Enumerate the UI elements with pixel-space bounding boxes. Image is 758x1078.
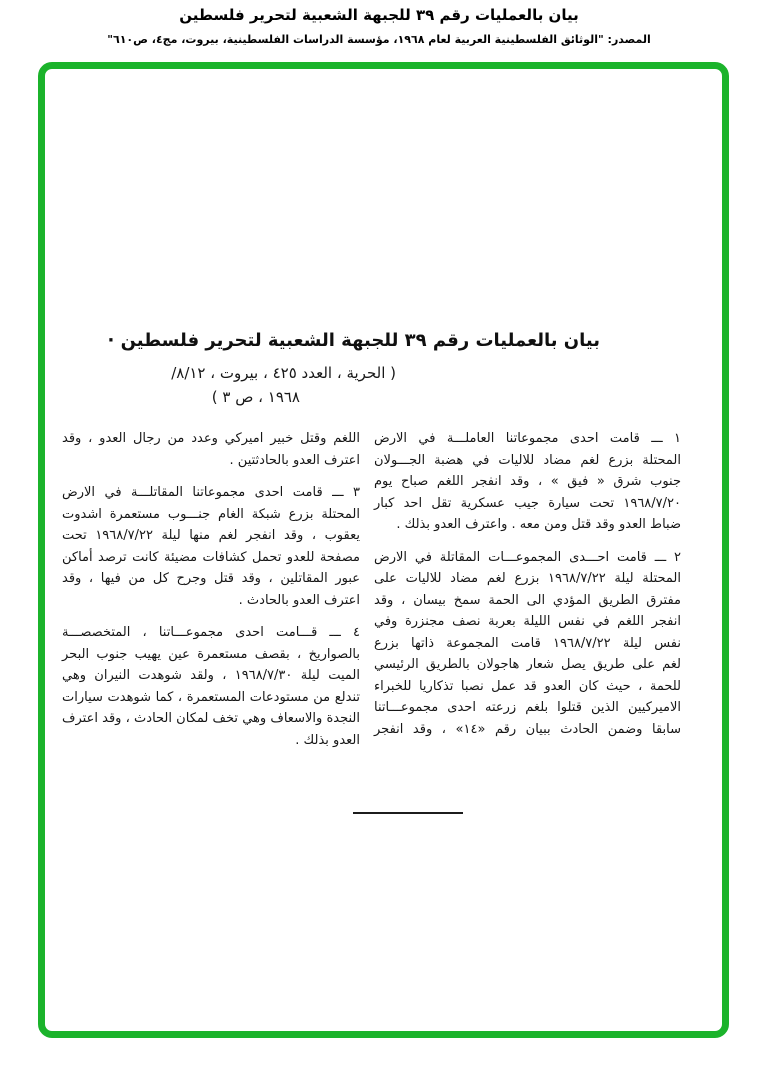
text-line: ١ ـــ قامت احدى مجموعاتنا العاملـــة في الارض <box>374 431 681 446</box>
text-line: للحمة ، حيث كان العدو قد عمل نصبا تذكاريا للخبراء <box>374 678 681 694</box>
text-line: يعقوب ، وقد انفجر لغم منها ليلة ١٩٦٨/٧/٢٢ تحت <box>62 528 360 543</box>
paragraph <box>62 428 360 471</box>
paragraph <box>62 482 360 611</box>
column-right <box>374 428 681 751</box>
text-line: تندلع من مستودعات المستعمرة ، كما شوهدت سيارات <box>62 689 360 705</box>
source-line: المصدر: "الوثائق الفلسطينية العربية لعام ١٩٦٨، مؤسسة الدراسات الفلسطينية، بيروت، مج٤، ص٦١٠" <box>107 33 651 46</box>
text-line: لغم على طريق يصل شعار هاجولان بالطريق الرئيسي <box>374 657 681 672</box>
text-line: اعترف العدو بالحادث . <box>238 592 360 608</box>
text-line: سابقا وضمن الحادث ببيان رقم «١٤» ، وقد انفجر <box>374 721 681 737</box>
citation-line-2: ١٩٦٨ ، ص ٣ ) <box>211 388 300 406</box>
text-line: انفجر اللغم في نفس الليلة بعربة نصف مجنزرة وفي <box>374 614 681 629</box>
page-title: بيان بالعمليات رقم ٣٩ للجبهة الشعبية لتحرير فلسطين <box>179 6 579 24</box>
text-line: مصفحة للعدو تحمل كشافات مضيئة كانت ترصد أماكن <box>62 549 360 565</box>
text-line: المحتلة بزرع شبكة الغام جنـــوب مستعمرة اشدوت <box>62 506 360 522</box>
text-line: المحتلة ليلة ١٩٦٨/٧/٢٢ بزرع لغم مضاد للاليات على <box>374 571 681 586</box>
text-line: اللغم وقتل خبير اميركي وعدد من رجال العدو ، وقد <box>62 431 360 446</box>
text-line: اعترف العدو بالحادثتين . <box>229 452 360 468</box>
text-line: ضباط العدو وقد قتل ومن معه . واعترف العدو بذلك . <box>396 517 681 532</box>
text-line: الميت ليلة ١٩٦٨/٧/٣٠ ، ولقد شوهدت النيران وهي <box>62 668 360 683</box>
paragraph <box>374 428 681 536</box>
column-left <box>62 428 360 762</box>
text-line: نفس ليلة ١٩٦٨/٧/٢٢ قامت المجموعة ذاتها بزرع <box>374 635 681 651</box>
paragraph <box>374 547 681 741</box>
text-line: مفترق الطريق المؤدي الى الحمة سمخ بيسان ، وقد <box>374 592 681 608</box>
text-line: جنوب شرق « فيق » ، وقد انفجر اللغم صباح يوم <box>374 474 681 489</box>
text-line: ٣ ـــ قامت احدى مجموعاتنا المقاتلـــة في الارض <box>62 485 360 500</box>
paragraph <box>62 622 360 751</box>
horizontal-rule <box>353 812 463 814</box>
text-line: المحتلة بزرع لغم مضاد للاليات في هضبة الجـــولان <box>374 452 681 468</box>
citation-line-1: ( الحرية ، العدد ٤٢٥ ، بيروت ، ٨/١٢/ <box>171 364 396 382</box>
document-title: بيان بالعمليات رقم ٣٩ للجبهة الشعبية لتحرير فلسطين · <box>107 330 600 351</box>
text-line: بالصواريخ ، بقصف مستعمرة عين يهيب جنوب البحر <box>62 646 360 662</box>
text-line: الاميركيين الذين قتلوا بلغم زرعته احدى مجموعـــاتنا <box>374 700 681 715</box>
text-line: العدو بذلك . <box>295 732 360 748</box>
text-line: ٤ ـــ قـــامت احدى مجموعـــاتنا ، المتخصصـــة <box>62 625 360 640</box>
text-line: النجدة والاسعاف وهي تخف لمكان الحادث ، وقد اعترف <box>62 711 360 726</box>
text-line: عبور المقاتلين ، وقد قتل وجرح كل من فيها ، وقد <box>62 571 360 586</box>
text-line: ١٩٦٨/٧/٢٠ تحت سيارة جيب عسكرية تقل احد كبار <box>374 495 681 511</box>
text-line: ٢ ـــ قامت احـــدى المجموعـــات المقاتلة في الارض <box>374 549 681 565</box>
